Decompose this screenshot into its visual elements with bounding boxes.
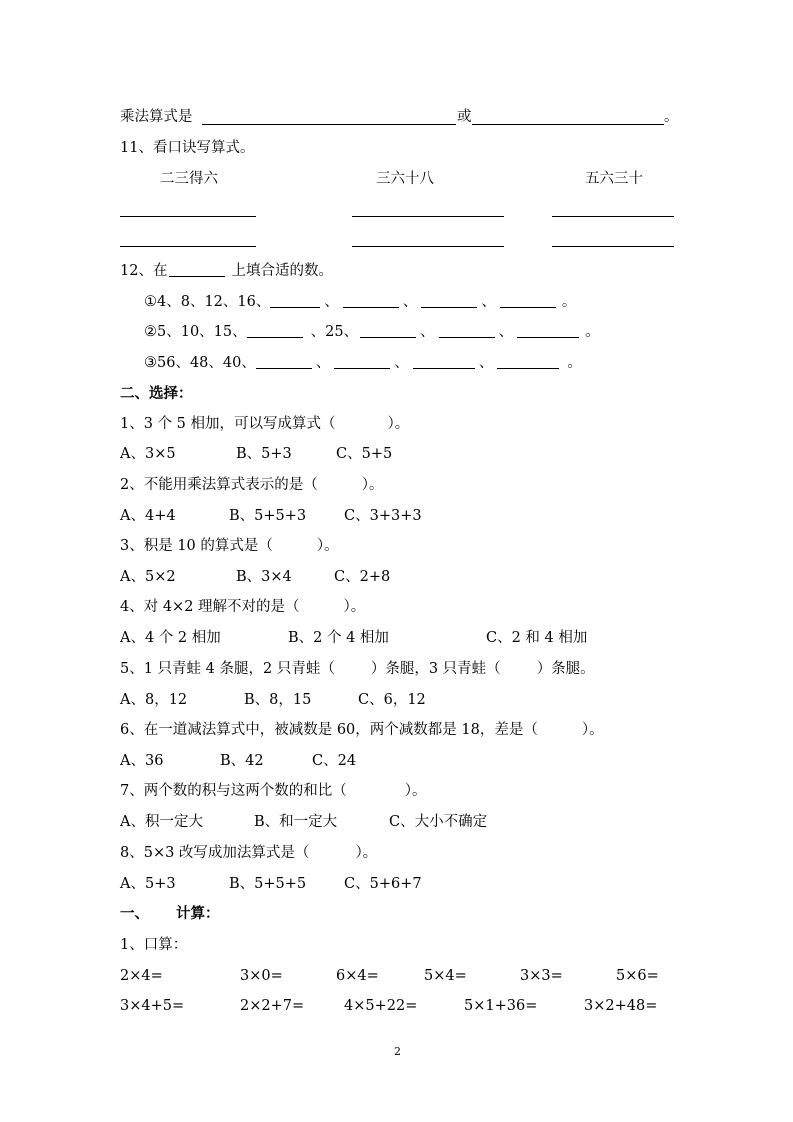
q10-blank-2[interactable] bbox=[472, 124, 664, 125]
choice-question-3 bbox=[120, 536, 339, 556]
q11-item-2: 三六十八 bbox=[376, 171, 434, 187]
option-c[interactable]: C、2+8 bbox=[334, 569, 391, 585]
q12-title-pre: 12、在 bbox=[120, 263, 168, 279]
q12-row-3-sep: 、 bbox=[478, 355, 494, 371]
oral-row1-item: 3×3= bbox=[520, 968, 563, 984]
option-b[interactable]: B、和一定大 bbox=[254, 814, 338, 830]
question-text: 3、积是 10 的算式是（ bbox=[120, 538, 273, 554]
section2-title: 二、选择： bbox=[120, 385, 193, 402]
q12-row-3-sep: 、 bbox=[394, 355, 409, 371]
choice-question-6 bbox=[120, 720, 604, 740]
question-tail: ）。 bbox=[316, 538, 339, 554]
question-tail: ）条腿，3 只青蛙（ bbox=[370, 661, 501, 677]
question-tail-2: ）条腿。 bbox=[536, 661, 595, 677]
q12-row-2-mid: 、25、 bbox=[310, 324, 359, 340]
option-b[interactable]: B、3×4 bbox=[236, 569, 292, 585]
option-a[interactable]: A、5+3 bbox=[120, 876, 176, 892]
q11-answer-3b[interactable] bbox=[552, 246, 674, 247]
question-tail: ）。 bbox=[581, 722, 604, 738]
q12-row-1-blank-2[interactable] bbox=[343, 293, 399, 308]
q12-row-3-blank-2[interactable] bbox=[334, 354, 390, 369]
q11-item-1: 二三得六 bbox=[160, 171, 218, 187]
q12-row-2-blank-2[interactable] bbox=[360, 323, 416, 338]
option-c[interactable]: C、2 和 4 相加 bbox=[486, 630, 588, 646]
option-a[interactable]: A、积一定大 bbox=[120, 814, 203, 830]
oral-row2-item: 2×2+7= bbox=[240, 998, 305, 1014]
oral-title: 1、口算： bbox=[120, 937, 188, 953]
q12-row-1-sep: 、 bbox=[324, 294, 339, 310]
q12-row-2 bbox=[144, 322, 600, 342]
option-a[interactable]: A、4+4 bbox=[120, 508, 176, 524]
question-tail: ）。 bbox=[355, 845, 378, 861]
q12-row-1-sep: 、 bbox=[481, 294, 496, 310]
q11-item-3: 五六三十 bbox=[585, 171, 643, 187]
q12-row-1 bbox=[144, 292, 576, 312]
option-c[interactable]: C、24 bbox=[312, 753, 357, 769]
q12-row-3-blank-3[interactable] bbox=[413, 354, 475, 369]
q10-end: 。 bbox=[664, 109, 679, 125]
choice-question-4 bbox=[120, 597, 365, 617]
option-c[interactable]: C、3+3+3 bbox=[344, 508, 422, 524]
question-tail: ）。 bbox=[387, 416, 410, 432]
q12-row-3-blank-1[interactable] bbox=[256, 354, 312, 369]
q11-answer-2a[interactable] bbox=[352, 216, 504, 217]
question-text: 4、对 4×2 理解不对的是（ bbox=[120, 599, 300, 615]
question-text: 7、两个数的积与这两个数的和比（ bbox=[120, 783, 347, 799]
oral-row2-item: 5×1+36= bbox=[464, 998, 538, 1014]
q12-row-2-blank-1[interactable] bbox=[247, 323, 303, 338]
choice-question-8 bbox=[120, 843, 377, 863]
option-b[interactable]: B、5+5+3 bbox=[229, 508, 307, 524]
question-text: 2、不能用乘法算式表示的是（ bbox=[120, 477, 318, 493]
q12-title-post: 上填合适的数。 bbox=[231, 263, 333, 279]
option-c[interactable]: C、5+5 bbox=[336, 446, 393, 462]
q11-answer-2b[interactable] bbox=[352, 246, 504, 247]
q10-line bbox=[120, 107, 193, 127]
oral-row2-item: 3×4+5= bbox=[120, 998, 185, 1014]
option-a[interactable]: A、3×5 bbox=[120, 446, 176, 462]
q11-title: 11、看口诀写算式。 bbox=[120, 140, 255, 156]
option-b[interactable]: B、42 bbox=[220, 753, 264, 769]
q11-answer-3a[interactable] bbox=[552, 216, 674, 217]
q10-prefix: 乘法算式是 bbox=[120, 109, 193, 125]
option-b[interactable]: B、8，15 bbox=[244, 692, 312, 708]
q12-row-1-sep: 、 bbox=[402, 294, 418, 310]
option-b[interactable]: B、5+3 bbox=[236, 446, 292, 462]
q12-row-1-blank-1[interactable] bbox=[270, 293, 320, 308]
q12-row-3-lead: ③56、48、40、 bbox=[144, 355, 256, 371]
option-c[interactable]: C、6，12 bbox=[358, 692, 426, 708]
option-a[interactable]: A、36 bbox=[120, 753, 164, 769]
q12-row-2-blank-4[interactable] bbox=[517, 323, 579, 338]
option-b[interactable]: B、2 个 4 相加 bbox=[288, 630, 389, 646]
q12-row-1-blank-4[interactable] bbox=[500, 293, 556, 308]
q12-row-1-end: 。 bbox=[561, 294, 577, 310]
q12-row-2-lead: ②5、10、15、 bbox=[144, 324, 247, 340]
option-a[interactable]: A、4 个 2 相加 bbox=[120, 630, 221, 646]
q12-row-2-end: 。 bbox=[585, 324, 600, 340]
q12-row-3 bbox=[144, 353, 582, 373]
oral-row1-item: 3×0= bbox=[240, 968, 283, 984]
option-a[interactable]: A、5×2 bbox=[120, 569, 176, 585]
q12-row-2-blank-3[interactable] bbox=[439, 323, 495, 338]
q11-answer-1a[interactable] bbox=[120, 216, 256, 217]
question-text: 6、在一道减法算式中，被减数是 60，两个减数都是 18，差是（ bbox=[120, 722, 538, 738]
q11-answer-1b[interactable] bbox=[120, 246, 256, 247]
choice-question-2 bbox=[120, 475, 383, 495]
section3-number: 一、 bbox=[120, 905, 149, 922]
q12-row-1-blank-3[interactable] bbox=[421, 293, 477, 308]
option-b[interactable]: B、5+5+5 bbox=[229, 876, 307, 892]
choice-question-5 bbox=[120, 659, 595, 679]
page-number: 2 bbox=[394, 1045, 401, 1058]
option-a[interactable]: A、8，12 bbox=[120, 692, 188, 708]
option-c[interactable]: C、大小不确定 bbox=[389, 814, 488, 830]
q12-row-2-sep: 、 bbox=[420, 324, 435, 340]
oral-row1-item: 6×4= bbox=[336, 968, 379, 984]
q12-row-3-sep: 、 bbox=[315, 355, 331, 371]
q12-row-3-blank-4[interactable] bbox=[497, 354, 559, 369]
question-tail: ）。 bbox=[404, 783, 427, 799]
q12-title bbox=[120, 261, 333, 281]
section3-title: 计算： bbox=[176, 905, 220, 922]
oral-row2-item: 3×2+48= bbox=[584, 998, 658, 1014]
q12-title-blank bbox=[169, 262, 225, 277]
choice-question-1 bbox=[120, 414, 409, 434]
q12-row-2-sep: 、 bbox=[498, 324, 514, 340]
q12-row-3-end: 。 bbox=[567, 355, 582, 371]
q10-blank-1[interactable] bbox=[202, 124, 456, 125]
question-text: 1、3 个 5 相加，可以写成算式（ bbox=[120, 416, 336, 432]
oral-row1-item: 5×6= bbox=[616, 968, 659, 984]
question-text: 8、5×3 改写成加法算式是（ bbox=[120, 845, 310, 861]
question-text: 5、1 只青蛙 4 条腿，2 只青蛙（ bbox=[120, 661, 335, 677]
question-tail: ）。 bbox=[343, 599, 366, 615]
choice-question-7 bbox=[120, 781, 426, 801]
oral-row2-item: 4×5+22= bbox=[344, 998, 418, 1014]
option-c[interactable]: C、5+6+7 bbox=[344, 876, 422, 892]
q12-row-1-lead: ①4、8、12、16、 bbox=[144, 294, 271, 310]
oral-row1-item: 5×4= bbox=[424, 968, 467, 984]
question-tail: ）。 bbox=[361, 477, 384, 493]
oral-row1-item: 2×4= bbox=[120, 968, 163, 984]
q10-mid: 或 bbox=[457, 109, 472, 125]
